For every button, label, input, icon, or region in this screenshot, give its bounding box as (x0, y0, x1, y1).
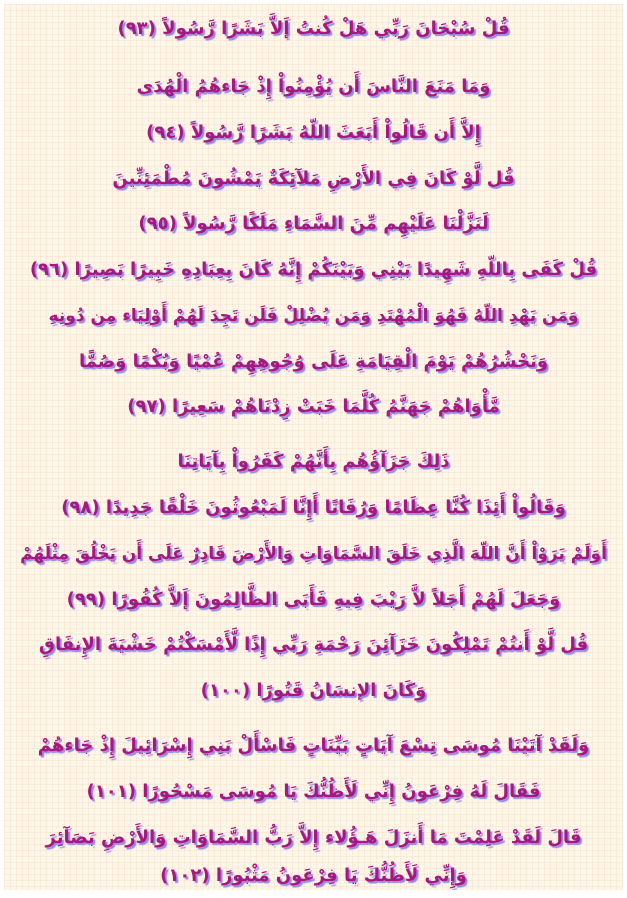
verse-line: وَقَالُواْ أَئِذَا كُنَّا عِظَامًا وَرُفَاتًا أَإِنَّا لَمَبْعُوثُونَ خَلْقًا جَدِيدًا (٩٨) (61, 497, 566, 518)
verse-line: وَلَقَدْ آتَيْنَا مُوسَى تِسْعَ آيَاتٍ بَيِّنَاتٍ فَاسْأَلْ بَنِي إِسْرَائِيلَ إِذْ جَاءهُمْ (37, 735, 590, 756)
verse-line: أَوَلَمْ يَرَوْاْ أَنَّ اللّهَ الَّذِي خَلَقَ السَّمَاوَاتِ وَالأَرْضَ قَادِرٌ عَلَى أَن يَخْلُقَ مِثْلَهُمْ (20, 544, 607, 564)
verse-line: قُل لَّوْ أَنتُمْ تَمْلِكُونَ خَزَآئِنَ رَحْمَةِ رَبِّي إِذًا لَّأَمْسَكْتُمْ خَشْيَةَ الإِنفَاقِ (38, 634, 589, 655)
verse-line: قُلْ سُبْحَانَ رَبِّي هَلْ كُنتُ إَلاَّ بَشَرًا رَّسُولاً (٩٣) (117, 18, 510, 39)
verse-line: وَكَانَ الإنسَانُ قَتُورًا (١٠٠) (200, 680, 427, 701)
verse-line: قُل لَّوْ كَانَ فِي الأَرْضِ مَلآئِكَةٌ يَمْشُونَ مُطْمَئِنِّينَ (112, 168, 515, 189)
verse-line: فَقَالَ لَهُ فِرْعَونُ إِنِّي لَأَظُنُّكَ يَا مُوسَى مَسْحُورًا (١٠١) (86, 781, 541, 802)
page (4, 4, 623, 890)
verse-line: قَالَ لَقَدْ عَلِمْتَ مَا أَنزَلَ هَـؤُلاء إِلاَّ رَبُّ السَّمَاوَاتِ وَالأَرْضِ بَصَآئِرَ (45, 827, 582, 848)
verse-line: قُلْ كَفَى بِاللّهِ شَهِيدًا بَيْنِي وَبَيْنَكُمْ إِنَّهُ كَانَ بِعِبَادِهِ خَبِيرًا بَصِيرًا (٩٦) (29, 259, 598, 280)
verse-line: ذَلِكَ جَزَآؤُهُم بِأَنَّهُمْ كَفَرُواْ بِآيَاتِنَا (177, 451, 450, 472)
verse-line: وَجَعَلَ لَهُمْ أَجَلاً لاَّ رَيْبَ فِيهِ فَأَبَى الظَّالِمُونَ إَلاَّ كُفُورًا (٩٩) (66, 589, 561, 610)
verse-line: وَنَحْشُرُهُمْ يَوْمَ الْقِيَامَةِ عَلَى وُجُوهِهِمْ عُمْيًا وَبُكْمًا وَصُمًّا (78, 351, 549, 372)
verse-line: إِلاَّ أَن قَالُواْ أَبَعَثَ اللّهُ بَشَرًا رَّسُولاً (٩٤) (146, 122, 481, 143)
verse-line: وَإِنِّي لَأَظُنُّكَ يَا فِرْعَونُ مَثْبُورًا (١٠٢) (160, 865, 467, 886)
verse-line: وَمَن يَهْدِ اللّهُ فَهُوَ الْمُهْتَدِ وَمَن يُضْلِلْ فَلَن تَجِدَ لَهُمْ أَوْلِيَاء مِن دُونِهِ (48, 306, 579, 326)
verse-line: مَّأْوَاهُمْ جَهَنَّمُ كُلَّمَا خَبَتْ زِدْنَاهُمْ سَعِيرًا (٩٧) (127, 396, 500, 417)
verse-line: لَنَزَّلْنَا عَلَيْهِم مِّنَ السَّمَاءِ مَلَكًا رَّسُولاً (٩٥) (138, 213, 489, 234)
verse-line: وَمَا مَنَعَ النَّاسَ أَن يُؤْمِنُواْ إِذْ جَاءهُمُ الْهُدَى (136, 76, 491, 97)
